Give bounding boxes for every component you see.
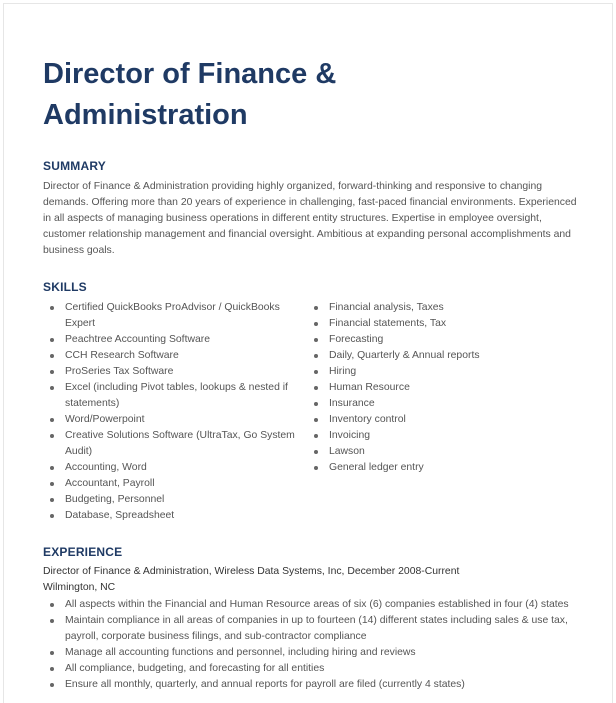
list-item: Insurance — [307, 396, 577, 412]
skills-heading: SKILLS — [43, 280, 87, 294]
list-item: Manage all accounting functions and personnel, including hiring and reviews — [43, 645, 588, 661]
list-item: Inventory control — [307, 412, 577, 428]
list-item: Daily, Quarterly & Annual reports — [307, 348, 577, 364]
list-item: Excel (including Pivot tables, lookups & nested if statements) — [43, 380, 305, 412]
list-item: Forecasting — [307, 332, 577, 348]
list-item: Word/Powerpoint — [43, 412, 305, 428]
skills-list-left — [43, 300, 305, 524]
list-item: Database, Spreadsheet — [43, 508, 305, 524]
list-item: All compliance, budgeting, and forecasting for all entities — [43, 661, 588, 677]
experience-heading: EXPERIENCE — [43, 545, 123, 559]
job-title-line: Director of Finance & Administration, Wireless Data Systems, Inc, December 2008-Current — [43, 566, 460, 577]
list-item: General ledger entry — [307, 460, 577, 476]
list-item: Certified QuickBooks ProAdvisor / QuickBooks Expert — [43, 300, 305, 332]
list-item: Lawson — [307, 444, 577, 460]
list-item: Budgeting, Personnel — [43, 492, 305, 508]
list-item: Invoicing — [307, 428, 577, 444]
list-item: Ensure all monthly, quarterly, and annual reports for payroll are filed (currently 4 states) — [43, 677, 588, 693]
job-location: Wilmington, NC — [43, 582, 116, 593]
list-item: Creative Solutions Software (UltraTax, Go System Audit) — [43, 428, 305, 460]
list-item: Financial statements, Tax — [307, 316, 577, 332]
list-item: ProSeries Tax Software — [43, 364, 305, 380]
list-item: Accounting, Word — [43, 460, 305, 476]
experience-bullets — [43, 597, 588, 693]
list-item: CCH Research Software — [43, 348, 305, 364]
list-item: Peachtree Accounting Software — [43, 332, 305, 348]
list-item: All aspects within the Financial and Human Resource areas of six (6) companies established in four (4) states — [43, 597, 588, 613]
summary-heading: SUMMARY — [43, 159, 106, 173]
summary-text: Director of Finance & Administration providing highly organized, forward-thinking and responsive to changing demands. Offering more than 20 years of experience in challenging, fast-paced financial environments. Experienced in all aspects of managing business operations in different entity structures. Expertise in employee oversight, customer relationship management and financial oversight. Ambitious at expanding personal accomplishments and business goals. — [43, 181, 577, 256]
list-item: Maintain compliance in all areas of companies in up to fourteen (14) different states including sales & use tax, payroll, corporate business filings, and sub-contractor compliance — [43, 613, 588, 645]
list-item: Accountant, Payroll — [43, 476, 305, 492]
list-item: Human Resource — [307, 380, 577, 396]
page-title: Director of Finance & Administration — [43, 58, 337, 131]
skills-list-right — [307, 300, 577, 476]
list-item: Financial analysis, Taxes — [307, 300, 577, 316]
list-item: Hiring — [307, 364, 577, 380]
resume-page — [3, 3, 613, 703]
